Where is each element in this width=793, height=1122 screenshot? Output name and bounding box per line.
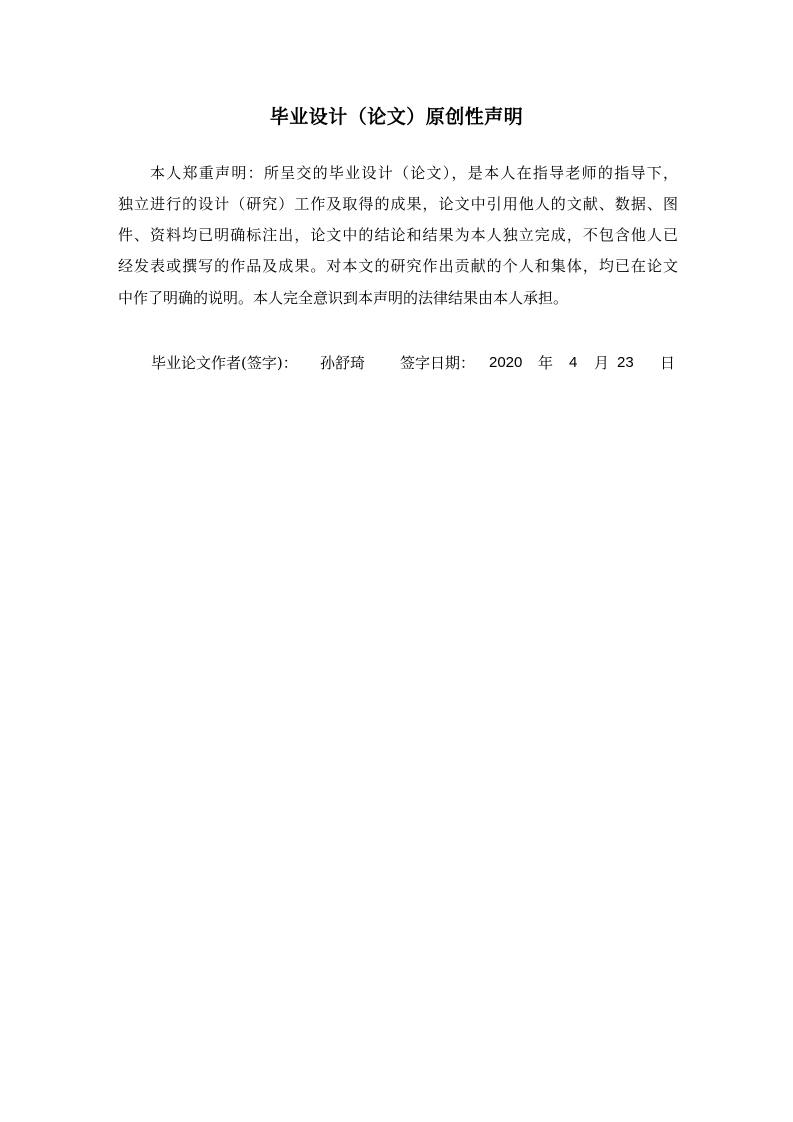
statement-line-4: 经发表或撰写的作品及成果。对本文的研究作出贡献的个人和集体，均已在论文 <box>118 257 678 275</box>
signature-month: 4 <box>569 354 578 371</box>
statement-line-2: 独立进行的设计（研究）工作及取得的成果，论文中引用他人的文献、数据、图 <box>118 195 678 213</box>
statement-line-5: 中作了明确的说明。本人完全意识到本声明的法律结果由本人承担。 <box>118 289 569 307</box>
page-title: 毕业设计（论文）原创性声明 <box>269 106 524 128</box>
signature-date-label: 签字日期： <box>400 354 476 372</box>
author-signature-label: 毕业论文作者(签字)： <box>151 354 298 372</box>
author-name: 孙舒琦 <box>320 354 366 372</box>
signature-day: 23 <box>617 354 634 371</box>
statement-line-3: 件、资料均已明确标注出，论文中的结论和结果为本人独立完成，不包含他人已 <box>118 226 678 244</box>
year-unit: 年 <box>538 354 554 372</box>
statement-line-1: 本人郑重声明：所呈交的毕业设计（论文），是本人在指导老师的指导下， <box>150 164 678 182</box>
month-unit: 月 <box>594 354 610 372</box>
signature-line <box>0 352 793 374</box>
day-unit: 日 <box>660 354 676 372</box>
signature-year: 2020 <box>489 354 523 371</box>
